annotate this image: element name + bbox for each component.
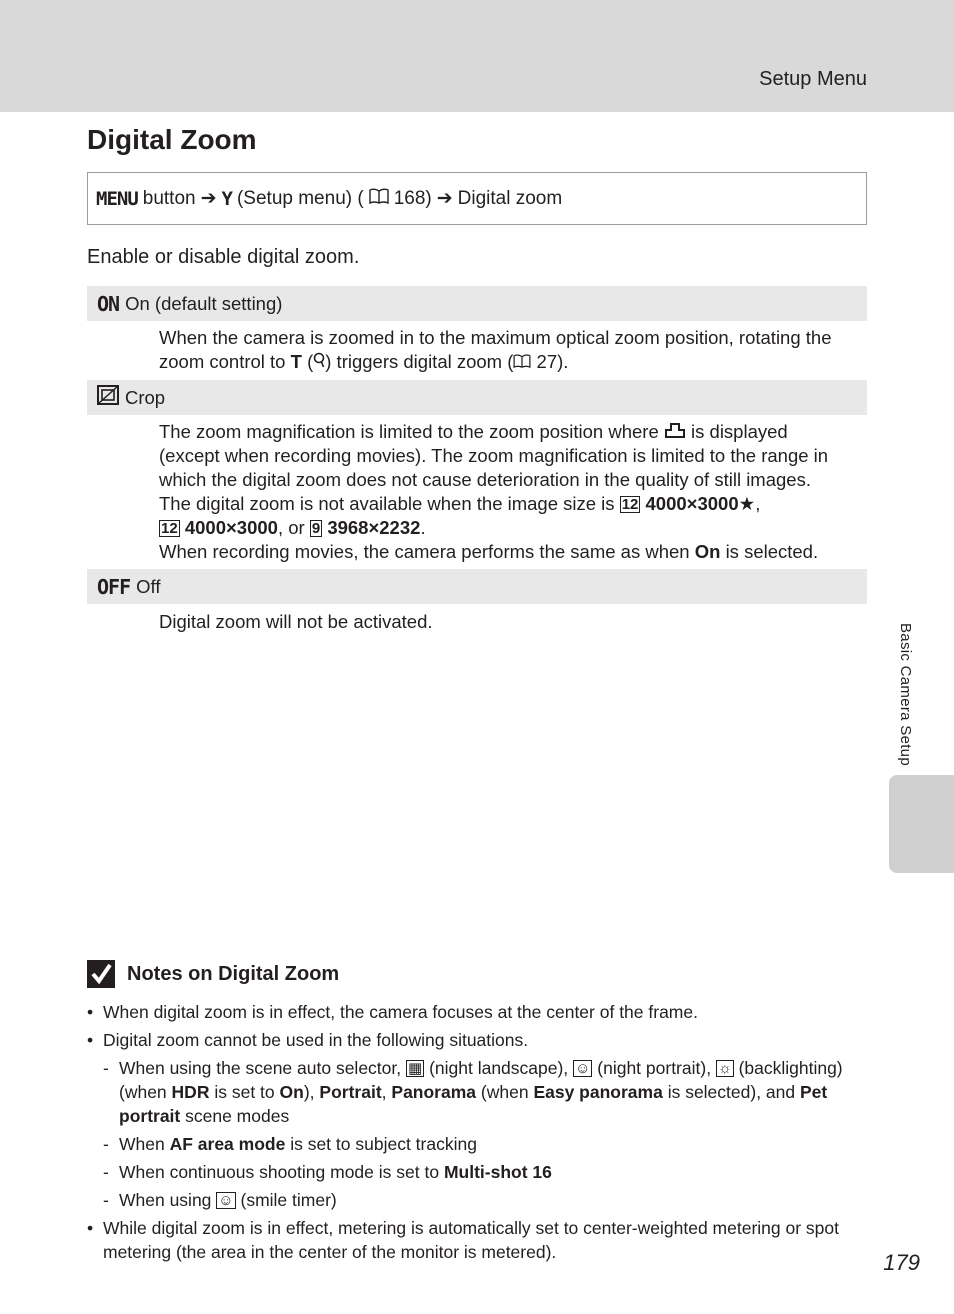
text: ) triggers digital zoom ( [325,351,514,372]
chapter-tab-label: Basic Camera Setup [897,623,914,766]
menu-path-button-text: button [142,187,196,209]
text: On [279,1082,304,1102]
text: is set to subject tracking [290,1134,477,1154]
image-size-16-9-icon: 9 [311,520,321,537]
night-portrait-icon: ☺ [575,1060,591,1077]
text: Pet [800,1082,828,1102]
option-label: On (default setting) [125,292,283,314]
zoom-position-icon [664,421,686,442]
page-number: 179 [883,1250,920,1275]
menu-path [87,172,867,225]
section-label: Setup Menu [759,68,867,90]
text: Multi-shot 16 [443,1162,552,1182]
text: When using the scene auto selector, [119,1058,402,1078]
text: (when [480,1082,529,1102]
text: is selected. [725,541,819,562]
text: portrait [119,1106,181,1126]
book-icon [513,351,531,372]
text: AF area mode [169,1134,286,1154]
text: HDR [171,1082,210,1102]
list-item: • When digital zoom is in effect, the camera focuses at the center of the frame. [87,1000,867,1024]
option-off-header [87,569,867,604]
menu-path-page-ref: 168) [393,187,432,209]
image-size-12m-icon: 12 [161,520,178,537]
description-line [159,420,859,444]
image-size-value: 3968×2232 [327,517,421,538]
book-icon [369,188,389,210]
off-icon: OFF [97,574,131,599]
image-size-12m-star-icon: 12 [621,496,639,513]
list-item: • While digital zoom is in effect, metering is automatically set to center-weighted metering or spot metering (the area in the center of the monitor is metered). [87,1216,867,1264]
text: is set to [214,1082,275,1102]
image-size-value: 4000×3000 [184,517,278,538]
text: When continuous shooting mode is set to [119,1162,440,1182]
option-crop-description [159,420,859,564]
text: The zoom magnification is limited to the zoom position where [159,421,659,442]
option-crop-header [87,380,867,415]
page-title: Digital Zoom [87,124,257,155]
text: (smile timer) [240,1190,337,1210]
text: is displayed [691,421,788,442]
text: , or [277,517,305,538]
setup-menu-icon: Y [221,187,232,210]
description-line [159,350,859,374]
on-icon: ON [97,291,120,316]
description-line [159,540,859,564]
description-line: which the digital zoom does not cause deterioration in the quality of still images. [159,469,811,490]
text: is selected), and [667,1082,796,1102]
menu-button-icon: MENU [96,187,138,210]
text: The digital zoom is not available when the image size is [159,493,615,514]
description-line: When the camera is zoomed in to the maximum optical zoom position, rotating the [159,327,832,348]
text: ), [303,1082,315,1102]
intro-text: Enable or disable digital zoom. [87,246,360,268]
description-line: The digital zoom is not available when the image size is 12 4000×3000★, [159,493,761,514]
backlighting-icon: ☼ [717,1060,732,1077]
arrow-icon: ➔ [436,188,453,209]
on-setting: On [694,541,721,562]
option-on-header [87,286,867,321]
text: ( [307,351,314,372]
text: When [119,1134,165,1154]
menu-path-setup-text: (Setup menu) ( [236,187,364,209]
text: Portrait [319,1082,382,1102]
description-line: Digital zoom will not be activated. [159,611,433,632]
option-label: Crop [125,386,166,408]
text: (backlighting) [738,1058,843,1078]
text: zoom control to [159,351,286,372]
text: When using [119,1190,212,1210]
checkmark-icon [87,960,115,988]
option-off-description [159,610,859,634]
sub-list-item [103,1132,867,1156]
chapter-tab [889,775,954,873]
crop-icon [97,385,119,410]
text: (night portrait), [597,1058,712,1078]
text: Digital zoom cannot be used in the following situations. [103,1030,529,1050]
description-line: 12 4000×3000, or 9 3968×2232. [161,517,426,538]
tele-icon: T [290,351,302,372]
menu-path-target: Digital zoom [457,187,563,209]
text: 27). [536,351,569,372]
description-line: (except when recording movies). The zoom magnification is limited to the range in [159,445,829,466]
option-label: Off [136,575,161,597]
image-size-value: 4000×3000★ [645,493,756,514]
option-on-description [159,326,859,374]
text: (night landscape), [429,1058,569,1078]
sub-list-item: - When using the scene auto selector, ▦ (night landscape), ☺ (night portrait), ☼ (backlighting) (when HDR is set to On), Portrait, Panorama (when Easy panorama is selected), and Pet portrait scene modes [103,1056,867,1128]
text: Panorama [391,1082,477,1102]
header-band [0,0,954,112]
text: scene modes [185,1106,290,1126]
night-landscape-icon: ▦ [408,1060,423,1077]
sub-list-item [103,1188,867,1212]
list-item [87,1028,867,1212]
text: Easy panorama [533,1082,663,1102]
smile-timer-icon: ☺ [218,1192,234,1209]
notes-title: Notes on Digital Zoom [127,962,340,985]
sub-list-item [103,1160,867,1184]
text: (when [119,1082,167,1102]
arrow-icon: ➔ [200,188,217,209]
text: When recording movies, the camera performs the same as when [159,541,690,562]
notes-list [87,1000,867,1268]
magnify-icon [313,351,325,372]
notes-heading [87,960,339,988]
